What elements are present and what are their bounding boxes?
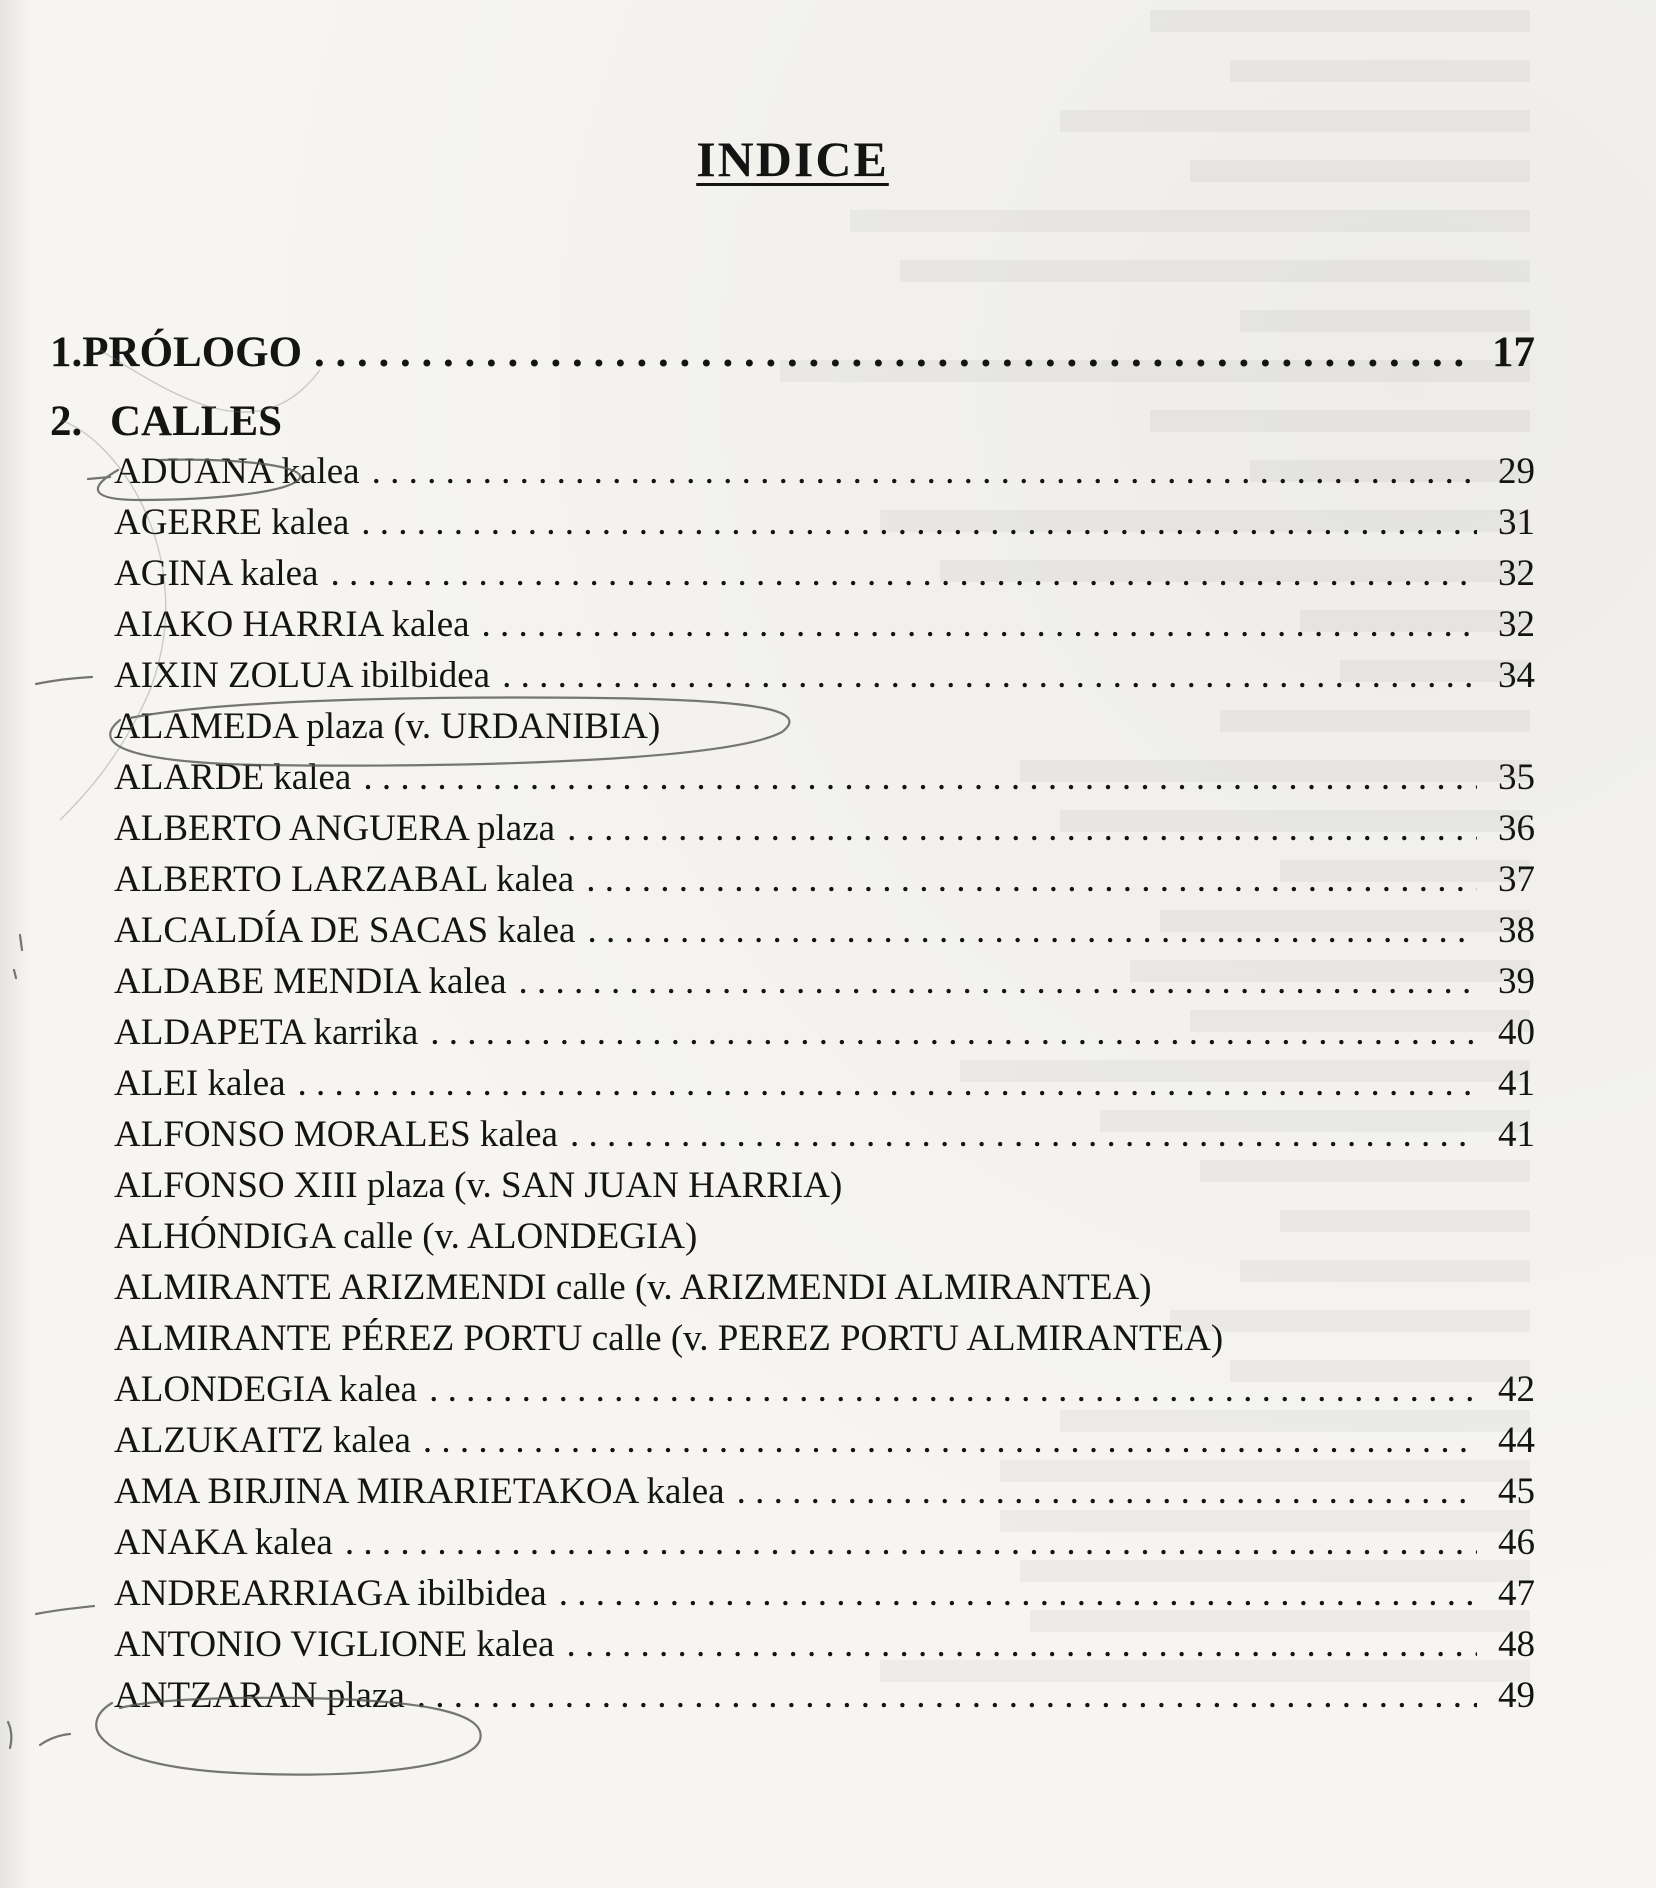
toc-entry: [114, 1011, 1535, 1063]
pencil-margin-tick: [20, 935, 22, 950]
dot-leader: [519, 960, 1477, 1003]
entry-page-number: 48: [1498, 1624, 1535, 1665]
pencil-mark-bottom-left: [8, 1722, 11, 1748]
toc-entry: [114, 1062, 1535, 1114]
toc-entry: [114, 1623, 1535, 1675]
entry-label: ALDAPETA karrika: [114, 1012, 419, 1053]
entry-page-number: 41: [1498, 1063, 1535, 1104]
entry-page-number: 29: [1498, 451, 1535, 492]
dot-leader: [423, 1419, 1477, 1462]
section-label: PRÓLOGO: [82, 329, 303, 376]
toc-section-prologue: [50, 328, 1535, 380]
entry-page-number: 49: [1498, 1675, 1535, 1716]
page-title-text: INDICE: [696, 131, 889, 187]
entry-page-number: 41: [1498, 1114, 1535, 1155]
dot-leader: [737, 1470, 1477, 1513]
dot-leader: [502, 654, 1477, 697]
entry-page-number: 32: [1498, 604, 1535, 645]
entry-page-number: 34: [1498, 655, 1535, 696]
pencil-dash-aduana: [88, 477, 110, 479]
entry-page-number: 40: [1498, 1012, 1535, 1053]
entry-label: ALMIRANTE ARIZMENDI calle (v. ARIZMENDI ALMIRANTEA): [114, 1267, 1152, 1308]
entry-label: AIAKO HARRIA kalea: [114, 604, 470, 645]
entry-label: ALBERTO LARZABAL kalea: [114, 859, 575, 900]
entry-label: ALARDE kalea: [114, 757, 352, 798]
toc-entry: [114, 858, 1535, 910]
section-label: CALLES: [110, 398, 283, 445]
entry-label: ALCALDÍA DE SACAS kalea: [114, 910, 576, 951]
entry-label: ALBERTO ANGUERA plaza: [114, 808, 556, 849]
toc-entry: [114, 1215, 1535, 1267]
entry-page-number: 35: [1498, 757, 1535, 798]
entry-label: ALEI kalea: [114, 1063, 286, 1104]
entry-label: AGERRE kalea: [114, 502, 350, 543]
dot-leader: [570, 1113, 1477, 1156]
pencil-dash-aixin: [36, 677, 92, 684]
toc-entry: [114, 1164, 1535, 1216]
toc-entry: [114, 1113, 1535, 1165]
dot-leader: [372, 450, 1477, 493]
entry-page-number: 45: [1498, 1471, 1535, 1512]
dot-leader: [330, 552, 1477, 595]
pencil-dash-andrearriaga: [36, 1606, 94, 1614]
dot-leader: [345, 1521, 1477, 1564]
pencil-margin-tick-2: [14, 970, 16, 978]
toc-entry: [114, 960, 1535, 1012]
entry-page-number: 42: [1498, 1369, 1535, 1410]
dot-leader: [429, 1368, 1477, 1411]
dot-leader: [314, 328, 1477, 377]
entry-label: ALFONSO XIII plaza (v. SAN JUAN HARRIA): [114, 1165, 843, 1206]
section-number: 2.: [50, 398, 83, 445]
toc-entry: [114, 1419, 1535, 1471]
toc-section-streets: [50, 397, 1535, 449]
entry-label: AMA BIRJINA MIRARIETAKOA kalea: [114, 1471, 725, 1512]
dot-leader: [566, 1623, 1477, 1666]
entry-label: ALZUKAITZ kalea: [114, 1420, 411, 1461]
entry-label: AGINA kalea: [114, 553, 319, 594]
dot-leader: [482, 603, 1477, 646]
entry-label: AIXIN ZOLUA ibilbidea: [114, 655, 491, 696]
entry-page-number: 47: [1498, 1573, 1535, 1614]
toc-entry: [114, 654, 1535, 706]
entry-label: ALMIRANTE PÉREZ PORTU calle (v. PEREZ PORTU ALMIRANTEA): [114, 1318, 1224, 1359]
toc-entry: [114, 1368, 1535, 1420]
entry-label: ANAKA kalea: [114, 1522, 333, 1563]
section-number: 1.: [50, 329, 83, 376]
dot-leader: [298, 1062, 1477, 1105]
toc-entry: [114, 501, 1535, 553]
page-title: [0, 130, 1585, 188]
toc-entry: [114, 1674, 1535, 1726]
entry-label: ADUANA kalea: [114, 451, 360, 492]
toc-entry: [114, 1317, 1535, 1369]
entry-label: ALAMEDA plaza (v. URDANIBIA): [114, 706, 661, 747]
entry-label: ALDABE MENDIA kalea: [114, 961, 507, 1002]
toc-entry: [114, 1521, 1535, 1573]
dot-leader: [361, 501, 1477, 544]
toc-entry: [114, 450, 1535, 502]
dot-leader: [363, 756, 1477, 799]
dot-leader: [586, 858, 1477, 901]
entry-label: ANDREARRIAGA ibilbidea: [114, 1573, 547, 1614]
entry-page-number: 39: [1498, 961, 1535, 1002]
entry-label: ANTONIO VIGLIONE kalea: [114, 1624, 555, 1665]
toc-entry: [114, 756, 1535, 808]
entry-page-number: 31: [1498, 502, 1535, 543]
toc-entry: [114, 705, 1535, 757]
entry-page-number: 38: [1498, 910, 1535, 951]
entry-page-number: 46: [1498, 1522, 1535, 1563]
pencil-hook-bottom-left: [40, 1734, 70, 1745]
entry-page-number: 32: [1498, 553, 1535, 594]
entry-label: ALFONSO MORALES kalea: [114, 1114, 558, 1155]
dot-leader: [430, 1011, 1477, 1054]
entry-page-number: 37: [1498, 859, 1535, 900]
entry-label: ANTZARAN plaza: [114, 1675, 405, 1716]
toc-entry: [114, 1572, 1535, 1624]
section-page-number: 17: [1492, 329, 1535, 376]
toc-entry: [114, 603, 1535, 655]
dot-leader: [587, 909, 1477, 952]
toc-entry: [114, 807, 1535, 859]
entry-label: ALONDEGIA kalea: [114, 1369, 418, 1410]
toc-entry: [114, 1266, 1535, 1318]
entry-label: ALHÓNDIGA calle (v. ALONDEGIA): [114, 1216, 698, 1257]
dot-leader: [567, 807, 1477, 850]
entry-page-number: 36: [1498, 808, 1535, 849]
toc-entry: [114, 1470, 1535, 1522]
dot-leader: [417, 1674, 1477, 1717]
entry-page-number: 44: [1498, 1420, 1535, 1461]
toc-entry: [114, 552, 1535, 604]
dot-leader: [559, 1572, 1477, 1615]
toc-entry: [114, 909, 1535, 961]
